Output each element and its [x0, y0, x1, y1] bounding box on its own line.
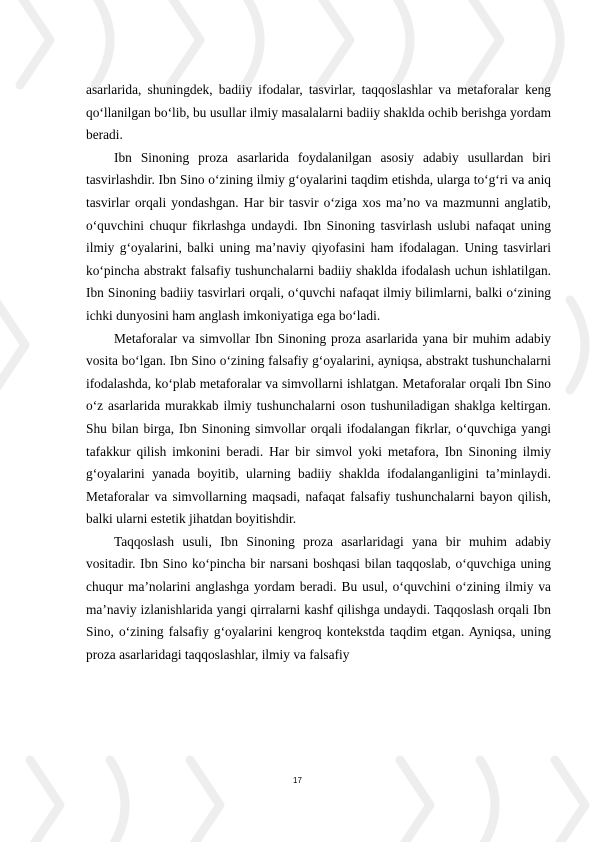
paragraph-metaforalar: Metaforalar va simvollar Ibn Sinoning proza asarlarida yana bir muhim adabiy vosita bo‘lgan. Ibn Sino o‘zining falsafiy g‘oyalarini, ayniqsa, abstrakt tushunchalarni ifodalashda, ko‘plab metaforalar va simvollarni ishlatgan. Metaforalar orqali Ibn Sino o‘z asarlarida murakkab ilmiy tushunchalarni oson tushuniladigan shaklga keltirgan. Shu bilan birga, Ibn Sinoning simvollar orqali ifodalangan fikrlar, o‘quvchiga yangi tafakkur qilish imkonini beradi. Har bir simvol yoki metafora, Ibn Sinoning ilmiy g‘oyalarini yanada boyitib, ularning badiiy shaklda ifodalanganligini ta’minlaydi. Metaforalar va simvollarning maqsadi, nafaqat falsafiy tushunchalarni bayon qilish, balki ularni estetik jihatdan boyitishdir. — [86, 330, 551, 527]
paragraph-tasvirlash: Ibn Sinoning proza asarlarida foydalanilgan asosiy adabiy usullardan biri tasvirlashdir. Ibn Sino o‘zining ilmiy g‘oyalarini taqdim etishda, ularga to‘g‘ri va aniq tasvirlar orqali yondashgan. Har bir tasvir o‘ziga xos ma’no va mazmunni anglatib, o‘quvchini chuqur fikrlashga undaydi. Ibn Sinoning tasvirlash uslubi nafaqat uning ilmiy g‘oyalarini, balki uning ma’naviy qiyofasini ham ifodalagan. Uning tasvirlari ko‘pincha abstrakt falsafiy tushunchalarni badiiy shaklda ifodalash uchun ishlatilgan. Ibn Sinoning badiiy tasvirlari orqali, o‘quvchi nafaqat ilmiy bilimlarni, balki o‘zining ichki dunyosini ham anglash imkoniyatiga ega bo‘ladi. — [86, 149, 551, 323]
paragraph-continued: asarlarida, shuningdek, badiiy ifodalar, tasvirlar, taqqoslashlar va metaforalar keng qo‘llanilgan bo‘lib, bu usullar ilmiy masalalarni badiiy shaklda ochib berishga yordam beradi. — [86, 82, 551, 143]
page-number: 17 — [293, 776, 302, 785]
document-body — [86, 79, 551, 666]
paragraph-taqqoslash: Taqqoslash usuli, Ibn Sinoning proza asarlaridagi yana bir muhim adabiy vositadir. Ibn Sino ko‘pincha bir narsani boshqasi bilan taqqoslab, o‘quvchiga uning chuqur ma’nolarini anglashga yordam beradi. Bu usul, o‘quvchini o‘zining ilmiy va ma’naviy izlanishlarida yangi qirralarni kashf qilishga undaydi. Taqqoslash orqali Ibn Sino, o‘zining falsafiy g‘oyalarini kengroq kontekstda taqdim etgan. Ayniqsa, uning proza asarlaridagi taqqoslashlar, ilmiy va falsafiy — [86, 533, 551, 662]
